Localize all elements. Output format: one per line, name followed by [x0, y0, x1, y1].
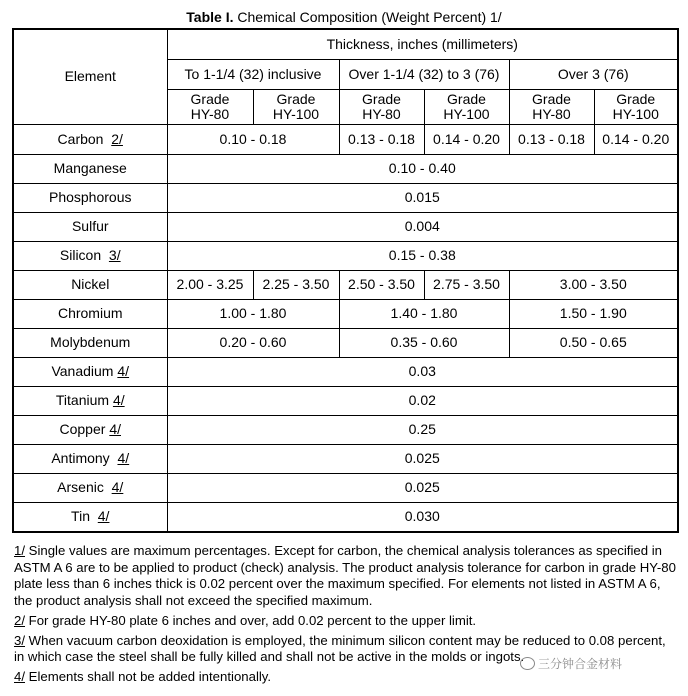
table-row	[13, 473, 678, 502]
table-row	[13, 270, 678, 299]
element-name: Titanium 4/	[13, 386, 167, 415]
value-cell: 0.03	[167, 357, 678, 386]
element-name: Sulfur	[13, 212, 167, 241]
value-cell: 0.02	[167, 386, 678, 415]
table-row	[13, 386, 678, 415]
element-name: Vanadium 4/	[13, 357, 167, 386]
element-name: Manganese	[13, 154, 167, 183]
grade-header: Grade HY-80	[339, 89, 424, 124]
element-name: Nickel	[13, 270, 167, 299]
grade-header: Grade HY-100	[594, 89, 678, 124]
value-cell: 2.25 - 3.50	[253, 270, 339, 299]
element-name: Tin 4/	[13, 502, 167, 532]
grade-header: Grade HY-80	[167, 89, 253, 124]
value-cell: 1.40 - 1.80	[339, 299, 509, 328]
table-row	[13, 299, 678, 328]
value-cell: 0.015	[167, 183, 678, 212]
value-cell: 2.75 - 3.50	[424, 270, 509, 299]
table-title-text: Chemical Composition (Weight Percent) 1/	[237, 9, 502, 25]
range-header-2: Over 1-1/4 (32) to 3 (76)	[339, 59, 509, 89]
value-cell: 0.20 - 0.60	[167, 328, 339, 357]
grade-header: Grade HY-80	[509, 89, 594, 124]
table-row	[13, 183, 678, 212]
table-title-label: Table I.	[186, 9, 234, 25]
element-name: Chromium	[13, 299, 167, 328]
value-cell: 0.25	[167, 415, 678, 444]
value-cell: 1.00 - 1.80	[167, 299, 339, 328]
wechat-icon	[520, 657, 535, 670]
range-header-1: To 1-1/4 (32) inclusive	[167, 59, 339, 89]
footnote-3: 3/ When vacuum carbon deoxidation is employed, the minimum silicon content may be reduced to 0.08 percent, in which case the steel shall be fully killed and shall not be active in the molds or ingots.	[14, 632, 666, 664]
value-cell: 2.00 - 3.25	[167, 270, 253, 299]
element-name: Carbon 2/	[13, 124, 167, 154]
watermark	[520, 655, 622, 672]
element-name: Copper 4/	[13, 415, 167, 444]
range-header-3: Over 3 (76)	[509, 59, 678, 89]
element-name: Antimony 4/	[13, 444, 167, 473]
value-cell: 0.025	[167, 444, 678, 473]
value-cell: 1.50 - 1.90	[509, 299, 678, 328]
watermark-text: 三分钟合金材料	[538, 657, 623, 671]
value-cell: 0.004	[167, 212, 678, 241]
value-cell: 0.35 - 0.60	[339, 328, 509, 357]
value-cell: 0.025	[167, 473, 678, 502]
element-name: Arsenic 4/	[13, 473, 167, 502]
table-row	[13, 328, 678, 357]
element-header: Element	[13, 29, 167, 124]
element-name: Silicon 3/	[13, 241, 167, 270]
footnote-4: 4/ Elements shall not be added intentionally.	[14, 669, 272, 684]
table-row	[13, 415, 678, 444]
table-row	[13, 444, 678, 473]
value-cell: 0.50 - 0.65	[509, 328, 678, 357]
table-title	[0, 9, 688, 25]
value-cell: 0.10 - 0.18	[167, 124, 339, 154]
value-cell: 0.13 - 0.18	[509, 124, 594, 154]
value-cell: 0.13 - 0.18	[339, 124, 424, 154]
value-cell: 0.14 - 0.20	[594, 124, 678, 154]
value-cell: 3.00 - 3.50	[509, 270, 678, 299]
table-row	[13, 154, 678, 183]
composition-table	[12, 28, 679, 533]
table-row	[13, 502, 678, 532]
table-row	[13, 241, 678, 270]
grade-header: Grade HY-100	[424, 89, 509, 124]
table-row	[13, 357, 678, 386]
value-cell: 2.50 - 3.50	[339, 270, 424, 299]
value-cell: 0.15 - 0.38	[167, 241, 678, 270]
footnote-2: 2/ For grade HY-80 plate 6 inches and over, add 0.02 percent to the upper limit.	[14, 612, 477, 628]
element-name: Molybdenum	[13, 328, 167, 357]
table-row	[13, 124, 678, 154]
value-cell: 0.14 - 0.20	[424, 124, 509, 154]
value-cell: 0.030	[167, 502, 678, 532]
table-row	[13, 212, 678, 241]
element-name: Phosphorous	[13, 183, 167, 212]
footnote-1: 1/ Single values are maximum percentages. Except for carbon, the chemical analysis tolerances as specified in ASTM A 6 are to be applied to product (check) analysis. The product analysis tolerance for carbon in grade HY-80 plate less than 6 inches thick is 0.02 percent over the maximum specified. For elements not listed in ASTM A 6, the product analysis shall not exceed the specified maximum.	[14, 543, 676, 608]
grade-header: Grade HY-100	[253, 89, 339, 124]
value-cell: 0.10 - 0.40	[167, 154, 678, 183]
thickness-header: Thickness, inches (millimeters)	[167, 29, 678, 59]
